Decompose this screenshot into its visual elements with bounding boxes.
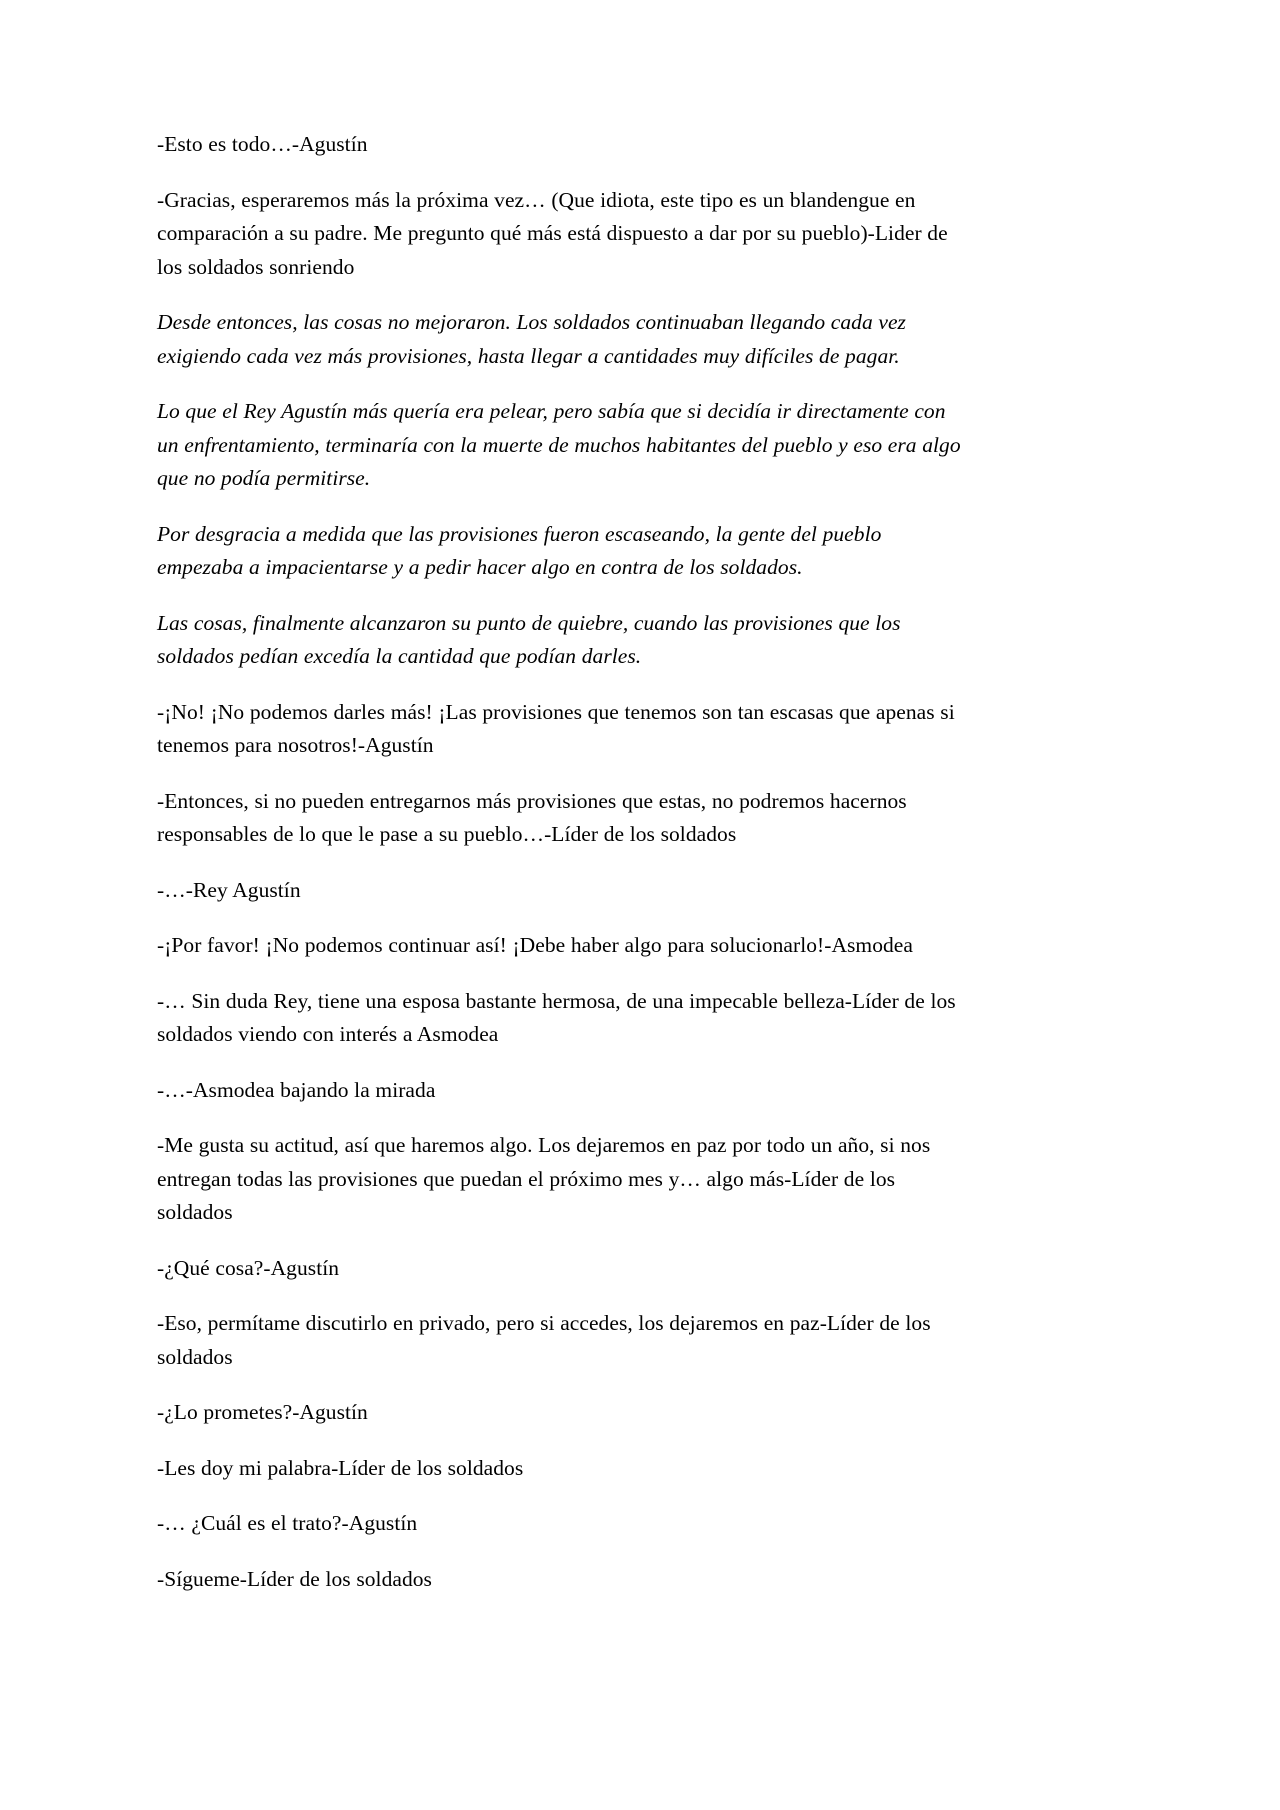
paragraph-p4: Lo que el Rey Agustín más quería era pelear, pero sabía que si decidía ir directamente con un enfrentamiento, terminaría con la muerte de muchos habitantes del pueblo y eso era algo que no podía permitirse. [157,399,967,490]
paragraph-p9: -…-Rey Agustín [157,877,301,902]
paragraph-p11: -… Sin duda Rey, tiene una esposa bastante hermosa, de una impecable belleza-Líder de los soldados viendo con interés a Asmodea [157,988,962,1046]
paragraph-p3: Desde entonces, las cosas no mejoraron. Los soldados continuaban llegando cada vez exigiendo cada vez más provisiones, hasta llegar a cantidades muy difíciles de pagar. [157,310,912,368]
paragraph-p19: -Sígueme-Líder de los soldados [157,1566,432,1591]
paragraph-p13: -Me gusta su actitud, así que haremos algo. Los dejaremos en paz por todo un año, si nos entregan todas las provisiones que puedan el próximo mes y… algo más-Líder de los soldados [157,1133,936,1224]
paragraph-p17: -Les doy mi palabra-Líder de los soldados [157,1455,524,1480]
paragraph-p2: -Gracias, esperaremos más la próxima vez… (Que idiota, este tipo es un blandengue en comparación a su padre. Me pregunto qué más está dispuesto a dar por su pueblo)-Lider de los soldados sonriendo [157,187,954,279]
paragraph-p12: -…-Asmodea bajando la mirada [157,1077,436,1102]
paragraph-p18: -… ¿Cuál es el trato?-Agustín [157,1511,418,1535]
paragraph-p5: Por desgracia a medida que las provisiones fueron escaseando, la gente del pueblo empezaba a impacientarse y a pedir hacer algo en contra de los soldados. [157,521,888,579]
paragraph-p7: -¡No! ¡No podemos darles más! ¡Las provisiones que tenemos son tan escasas que apenas si tenemos para nosotros!-Agustín [157,699,961,757]
paragraph-p1: -Esto es todo…-Agustín [157,132,368,156]
paragraph-p10: -¡Por favor! ¡No podemos continuar así! ¡Debe haber algo para solucionarlo!-Asmodea [157,933,913,957]
paragraph-p8: -Entonces, si no pueden entregarnos más provisiones que estas, no podremos hacernos responsables de lo que le pase a su pueblo…-Líder de los soldados [157,788,913,846]
paragraph-p6: Las cosas, finalmente alcanzaron su punto de quiebre, cuando las provisiones que los soldados pedían excedía la cantidad que podían darles. [157,610,907,668]
paragraph-p15: -Eso, permítame discutirlo en privado, pero si accedes, los dejaremos en paz-Líder de los soldados [157,1311,937,1369]
paragraph-p14: -¿Qué cosa?-Agustín [157,1255,340,1280]
paragraph-p16: -¿Lo prometes?-Agustín [157,1400,368,1424]
document-body [157,128,967,1618]
